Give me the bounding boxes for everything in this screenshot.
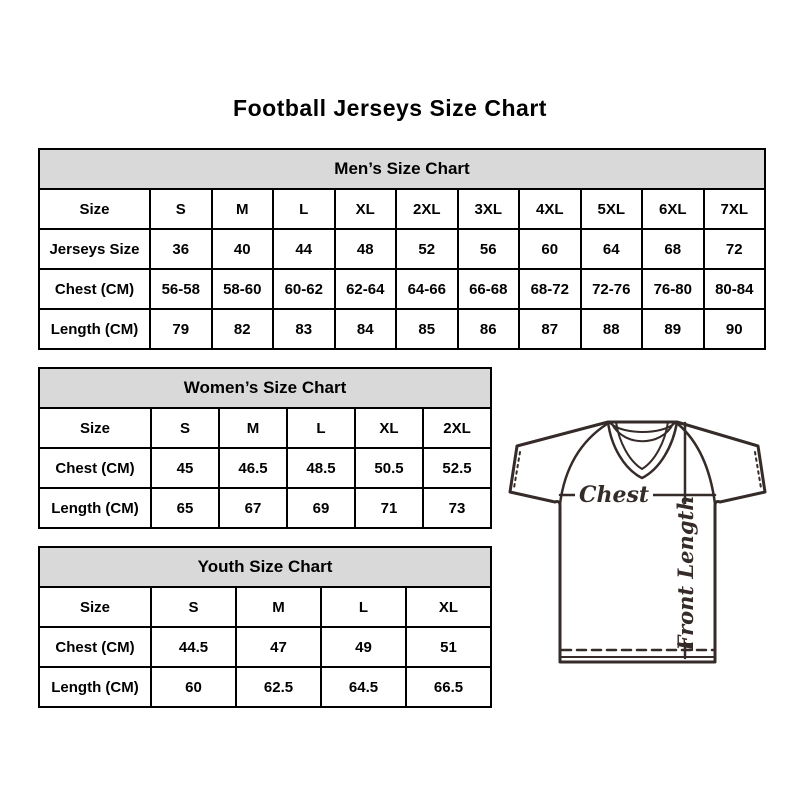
cell: 7XL	[704, 189, 766, 229]
table-row	[39, 189, 765, 229]
womens-table-title: Women’s Size Chart	[39, 368, 491, 408]
cell: 66-68	[458, 269, 520, 309]
table-row	[39, 667, 491, 707]
cell: 88	[581, 309, 643, 349]
front-length-label: Front Length	[673, 495, 698, 651]
cell: S	[151, 408, 219, 448]
cell: 47	[236, 627, 321, 667]
cell: 3XL	[458, 189, 520, 229]
cell: 87	[519, 309, 581, 349]
row-label-cell: Chest (CM)	[39, 448, 151, 488]
row-label-cell: Chest (CM)	[39, 627, 151, 667]
cell: 40	[212, 229, 274, 269]
cell: 6XL	[642, 189, 704, 229]
cell: 36	[150, 229, 212, 269]
mens-table-title: Men’s Size Chart	[39, 149, 765, 189]
cell: S	[151, 587, 236, 627]
table-row	[39, 488, 491, 528]
table-row	[39, 408, 491, 448]
table-row	[39, 309, 765, 349]
cell: L	[321, 587, 406, 627]
cell: XL	[406, 587, 491, 627]
cell: 79	[150, 309, 212, 349]
row-label-cell: Length (CM)	[39, 309, 150, 349]
table-header-row	[39, 149, 765, 189]
table-header-row	[39, 368, 491, 408]
cell: 67	[219, 488, 287, 528]
jersey-outline	[510, 422, 765, 662]
table-row	[39, 627, 491, 667]
cell: 80-84	[704, 269, 766, 309]
cell: 64-66	[396, 269, 458, 309]
cell: 44.5	[151, 627, 236, 667]
jersey-diagram-svg	[505, 412, 773, 672]
cell: 68-72	[519, 269, 581, 309]
row-label-cell: Chest (CM)	[39, 269, 150, 309]
cell: 62.5	[236, 667, 321, 707]
cell: L	[273, 189, 335, 229]
cell: 60	[519, 229, 581, 269]
cell: 45	[151, 448, 219, 488]
cell: L	[287, 408, 355, 448]
cell: 71	[355, 488, 423, 528]
row-label-cell: Jerseys Size	[39, 229, 150, 269]
cell: 52	[396, 229, 458, 269]
page-title: Football Jerseys Size Chart	[233, 95, 547, 121]
cell: 89	[642, 309, 704, 349]
cell: 72	[704, 229, 766, 269]
cell: M	[236, 587, 321, 627]
row-label-cell: Length (CM)	[39, 488, 151, 528]
youth-table-title: Youth Size Chart	[39, 547, 491, 587]
cell: 82	[212, 309, 274, 349]
cell: 65	[151, 488, 219, 528]
table-header-row	[39, 547, 491, 587]
cell: 4XL	[519, 189, 581, 229]
row-label-cell: Size	[39, 587, 151, 627]
cell: 76-80	[642, 269, 704, 309]
cell: 51	[406, 627, 491, 667]
cell: 60-62	[273, 269, 335, 309]
cell: 64	[581, 229, 643, 269]
cell: 56-58	[150, 269, 212, 309]
cell: 48.5	[287, 448, 355, 488]
cell: 85	[396, 309, 458, 349]
cell: XL	[355, 408, 423, 448]
row-label-cell: Length (CM)	[39, 667, 151, 707]
womens-size-table	[38, 367, 492, 529]
cell: 49	[321, 627, 406, 667]
cell: 44	[273, 229, 335, 269]
cell: 66.5	[406, 667, 491, 707]
cell: 60	[151, 667, 236, 707]
cell: 48	[335, 229, 397, 269]
cell: 52.5	[423, 448, 491, 488]
table-row	[39, 587, 491, 627]
youth-size-table	[38, 546, 492, 708]
cell: S	[150, 189, 212, 229]
cell: XL	[335, 189, 397, 229]
cell: 64.5	[321, 667, 406, 707]
cell: 86	[458, 309, 520, 349]
cell: 73	[423, 488, 491, 528]
cell: 58-60	[212, 269, 274, 309]
cell: 84	[335, 309, 397, 349]
cell: 83	[273, 309, 335, 349]
cell: 2XL	[396, 189, 458, 229]
row-label-cell: Size	[39, 408, 151, 448]
cell: M	[219, 408, 287, 448]
cell: 56	[458, 229, 520, 269]
cell: 50.5	[355, 448, 423, 488]
mens-size-table	[38, 148, 766, 350]
cell: M	[212, 189, 274, 229]
cell: 69	[287, 488, 355, 528]
table-row	[39, 448, 491, 488]
cell: 90	[704, 309, 766, 349]
table-row	[39, 269, 765, 309]
cell: 2XL	[423, 408, 491, 448]
table-row	[39, 229, 765, 269]
cell: 46.5	[219, 448, 287, 488]
cell: 62-64	[335, 269, 397, 309]
row-label-cell: Size	[39, 189, 150, 229]
cell: 5XL	[581, 189, 643, 229]
cell: 72-76	[581, 269, 643, 309]
chest-label: Chest	[578, 482, 650, 508]
jersey-measurement-diagram	[505, 412, 773, 672]
cell: 68	[642, 229, 704, 269]
